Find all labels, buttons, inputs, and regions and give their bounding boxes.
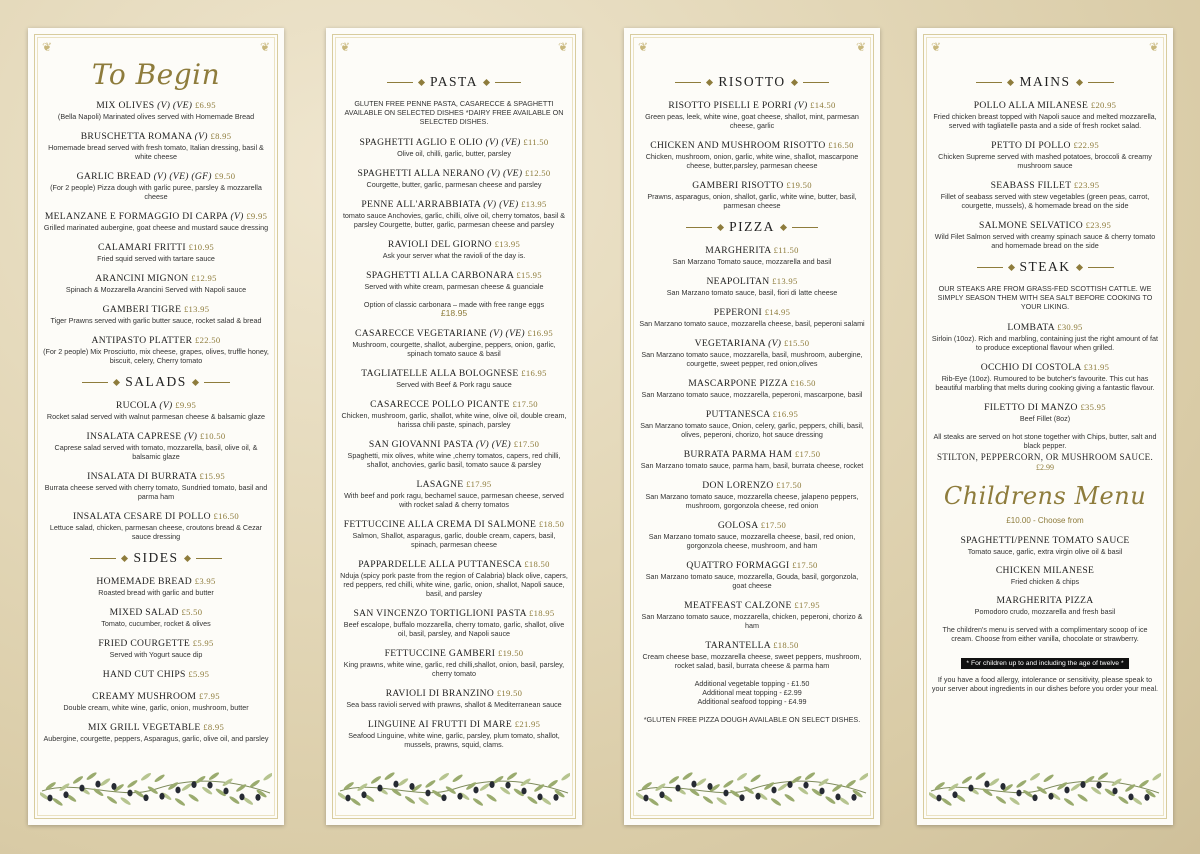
menu-item-price: £17.95 — [466, 479, 492, 489]
menu-item-description: Tomato sauce, garlic, extra virgin olive oil & basil — [967, 547, 1123, 556]
menu-item — [340, 167, 568, 189]
corner-ornament-icon: ❦ — [637, 40, 649, 54]
menu-item — [638, 306, 866, 328]
menu-item-description: Beef Fillet (8oz) — [1019, 414, 1071, 423]
menu-item-name: SPAGHETTI/PENNE TOMATO SAUCE — [960, 535, 1130, 546]
section-heading-pasta: PASTA — [340, 74, 568, 90]
menu-item — [638, 559, 866, 590]
menu-item-name: LINGUINE AI FRUTTI DI MARE £21.95 — [367, 719, 541, 730]
menu-item-name: INSALATA CAPRESE (V) £10.50 — [86, 431, 226, 442]
risotto-list — [638, 99, 866, 210]
menu-item — [931, 595, 1159, 616]
menu-item-price: £23.95 — [1073, 180, 1100, 190]
menu-item-description: Cream cheese base, mozzarella cheese, sweet peppers, mushroom, rocket salad, basil, burrata cheese & parma ham — [642, 652, 862, 670]
menu-item — [931, 139, 1159, 170]
menu-item — [42, 303, 270, 325]
pizza-list — [638, 244, 866, 670]
menu-item-price: £30.95 — [1057, 322, 1083, 332]
sides-list — [42, 575, 270, 743]
menu-panel-starters — [28, 28, 284, 825]
menu-item-name: SEABASS FILLET £23.95 — [990, 180, 1100, 191]
menu-item-name: MELANZANE E FORMAGGIO DI CARPA (V) £9.95 — [44, 211, 268, 222]
menu-item-description: San Marzano tomato sauce, mozzarella cheese, jalapeno peppers, mushroom, gorgonzola cheese, red onion — [645, 492, 859, 510]
menu-item-name: QUATTRO FORMAGGI £17.50 — [686, 560, 818, 571]
menu-item-description: With beef and pork ragu, bechamel sauce, parmesan cheese, served with rocket salad & cherry tomatos — [344, 491, 564, 509]
menu-item-name: NEAPOLITAN £13.95 — [706, 276, 798, 287]
menu-item — [42, 241, 270, 263]
menu-item — [638, 599, 866, 630]
salads-list — [42, 399, 270, 541]
menu-item-price: £19.50 — [497, 648, 524, 658]
menu-item-description: Chicken, mushroom, onion, garlic, white wine, shallot, mascarpone cheese, butter,parsley, parmesan cheese — [645, 152, 859, 170]
menu-item-name: INSALATA DI BURRATA £15.95 — [87, 471, 225, 482]
menu-item-description: (For 2 people) Pizza dough with garlic puree, parsley & mozzarella cheese — [50, 183, 262, 201]
menu-item-price: £18.95 — [529, 608, 555, 618]
menu-item-price: £16.95 — [772, 409, 799, 419]
menu-item-name: BRUSCHETTA ROMANA (V) £8.95 — [80, 131, 232, 142]
menu-item — [42, 510, 270, 541]
menu-item — [340, 687, 568, 709]
menu-item-name: MEATFEAST CALZONE £17.95 — [684, 600, 820, 611]
menu-item-name: FETTUCCINE ALLA CREMA DI SALMONE £18.50 — [343, 519, 565, 530]
menu-item-name: MIX OLIVES (V) (VE) £6.95 — [96, 100, 216, 111]
menu-item-name: FILETTO DI MANZO £35.95 — [984, 402, 1106, 413]
menu-item-name: CALAMARI FRITTI £10.95 — [97, 242, 215, 253]
menu-item-name: CASARECCE POLLO PICANTE £17.50 — [370, 399, 538, 410]
section-heading-mains: MAINS — [931, 74, 1159, 90]
menu-item-description: San Marzano tomato sauce, Onion, celery, garlic, peppers, chilli, basil, olives, peperoni, chorizo, hot sauce dressing — [640, 421, 864, 439]
menu-item-name: OCCHIO DI COSTOLA £31.95 — [980, 362, 1110, 373]
menu-item-price: £17.50 — [513, 439, 540, 449]
menu-item-name: CASARECCE VEGETARIANE (V) (VE) £16.95 — [355, 328, 553, 339]
menu-item-price: £17.50 — [760, 520, 787, 530]
menu-item-description: San Marzano tomato sauce, mozzarella, chicken, peperoni, chorizo & ham — [641, 612, 863, 630]
menu-item-price: £9.95 — [175, 400, 197, 410]
menu-item-description: Homemade bread served with fresh tomato, Italian dressing, basil & white cheese — [48, 143, 264, 161]
menu-item — [638, 337, 866, 368]
menu-item-name: BURRATA PARMA HAM £17.50 — [683, 449, 821, 460]
section-heading-sides: SIDES — [42, 550, 270, 566]
menu-item-description: Served with white cream, parmesan cheese & guanciale — [364, 282, 544, 291]
menu-item — [340, 198, 568, 229]
menu-item-price: £18.50 — [538, 519, 565, 529]
menu-item-name: GARLIC BREAD (V) (VE) (GF) £9.50 — [76, 171, 236, 182]
menu-item — [42, 668, 270, 681]
menu-item-name: CHICKEN AND MUSHROOM RISOTTO £16.50 — [650, 140, 854, 151]
menu-item — [638, 639, 866, 670]
menu-item — [340, 327, 568, 358]
menu-item-price: £16.95 — [527, 328, 553, 338]
menu-item-description: tomato sauce Anchovies, garlic, chilli, olive oil, cherry tomatos, basil & parsley Courgette, butter, garlic, parmesan cheese and parsley — [342, 211, 566, 229]
menu-item-price: £11.50 — [773, 245, 799, 255]
childrens-ice-cream-note: The children's menu is served with a complimentary scoop of ice cream. Choose from either vanilla, chocolate or strawberry. — [942, 625, 1148, 643]
menu-item-description: Mushroom, courgette, shallot, aubergine, peppers, onion, garlic, spinach tomato sauce & basil — [352, 340, 556, 358]
menu-item — [638, 408, 866, 439]
menu-item-name: CHICKEN MILANESE — [995, 565, 1095, 576]
starters-list — [42, 99, 270, 365]
dietary-tags: (V) — [230, 211, 244, 222]
menu-item — [638, 99, 866, 130]
menu-item-price: £11.50 — [523, 137, 549, 147]
menu-item — [340, 647, 568, 678]
menu-item — [638, 244, 866, 266]
menu-item-description: Fried squid served with tartare sauce — [97, 254, 215, 263]
menu-item — [931, 219, 1159, 250]
menu-item-description: Prawns, asparagus, onion, shallot, garlic, white wine, butter, basil, parmesan cheese — [647, 192, 857, 210]
menu-item-name: TARANTELLA £18.50 — [705, 640, 799, 651]
steaks-list — [931, 321, 1159, 423]
section-title-childrens-menu: Childrens Menu — [943, 482, 1147, 510]
menu-item-price: £5.95 — [188, 669, 210, 679]
menu-item-description: King prawns, white wine, garlic, red chilli,shallot, onion, basil, parsley, cherry tomato — [343, 660, 565, 678]
menu-item-description: Aubergine, courgette, peppers, Asparagus, garlic, olive oil, and parsley — [43, 734, 269, 743]
menu-item-price: £22.50 — [195, 335, 221, 345]
menu-item-name: PEPERONI £14.95 — [713, 307, 791, 318]
menu-item-description: (Bella Napoli) Marinated olives served with Homemade Bread — [57, 112, 255, 121]
menu-item-description: San Marzano tomato sauce, basil, fiori di latte cheese — [666, 288, 838, 297]
menu-item-price: £9.95 — [246, 211, 268, 221]
menu-item-price: £15.50 — [783, 338, 810, 348]
menu-item-name: ANTIPASTO PLATTER £22.50 — [91, 335, 221, 346]
menu-item — [42, 606, 270, 628]
menu-item — [931, 361, 1159, 392]
menu-item-price: £7.95 — [198, 691, 220, 701]
section-heading-risotto: RISOTTO — [638, 74, 866, 90]
olive-branch-garland-icon — [929, 761, 1161, 809]
menu-item — [638, 377, 866, 399]
menu-item-price: £15.95 — [199, 471, 225, 481]
menu-item-name: MARGHERITA £11.50 — [705, 245, 799, 256]
section-heading-pizza: PIZZA — [638, 219, 866, 235]
menu-item-price: £16.50 — [828, 140, 854, 150]
menu-item-description: San Marzano tomato sauce, mozzarella, Gouda, basil, gorgonzola, goat cheese — [645, 572, 859, 590]
menu-item-description: Salmon, Shallot, asparagus, garlic, double cream, capers, basil, spinach, parmesan cheese — [352, 531, 556, 549]
menu-item-description: Rocket salad served with walnut parmesan cheese & balsamic glaze — [46, 412, 266, 421]
menu-item-name: MARGHERITA PIZZA — [996, 595, 1094, 606]
menu-item-name: PENNE ALL'ARRABBIATA (V) (VE) £13.95 — [361, 199, 547, 210]
menu-item — [42, 170, 270, 201]
menu-item-description: Fillet of seabass served with stew vegetables (green peas, carrot, courgette, mussels), & homemade bread on the side — [940, 192, 1150, 210]
menu-item-name: POLLO ALLA MILANESE £20.95 — [973, 100, 1117, 111]
menu-item-name: INSALATA CESARE DI POLLO £16.50 — [73, 511, 239, 522]
menu-item-description: Chicken Supreme served with mashed potatoes, broccoli & creamy mushroom sauce — [938, 152, 1152, 170]
menu-item-name: SAN GIOVANNI PASTA (V) (VE) £17.50 — [368, 439, 540, 450]
menu-item-description: San Marzano Tomato sauce, mozzarella and basil — [672, 257, 832, 266]
corner-ornament-icon: ❦ — [259, 40, 271, 54]
menu-item — [638, 275, 866, 297]
menu-item-description: Seafood Linguine, white wine, garlic, parsley, plum tomato, shallot, mussels, prawns, squid, clams. — [348, 731, 560, 749]
menu-item-description: San Marzano tomato sauce, mozzarella cheese, basil, red onion, gorgonzola cheese, mushroom, and ham — [648, 532, 856, 550]
menu-item-description: Tomato, cucumber, rocket & olives — [101, 619, 211, 628]
menu-item — [42, 690, 270, 712]
menu-item-price: £17.50 — [792, 560, 818, 570]
dietary-tags: (V) — [184, 431, 198, 442]
menu-item — [42, 430, 270, 461]
dietary-tags: (V) (VE) — [475, 439, 512, 450]
dietary-tags: (V) — [159, 400, 173, 411]
menu-item-description: Tiger Prawns served with garlic butter sauce, rocket salad & bread — [50, 316, 262, 325]
menu-panel-pasta — [326, 28, 582, 825]
toppings-note: Additional vegetable topping - £1.50 Additional meat topping - £2.99 Additional seafood topping - £4.99 — [694, 679, 810, 706]
menu-item-price: £9.50 — [214, 171, 236, 181]
section-heading-salads: SALADS — [42, 374, 270, 390]
menu-item-name: LASAGNE £17.95 — [416, 479, 492, 490]
menu-item-price: £8.95 — [203, 722, 225, 732]
menu-item-name: SPAGHETTI ALLA NERANO (V) (VE) £12.50 — [357, 168, 551, 179]
menu-item-price: £17.50 — [794, 449, 821, 459]
carbonara-option-note: Option of classic carbonara – made with free range eggs £18.95 — [363, 300, 545, 318]
menu-item-description: Ask your server what the ravioli of the day is. — [382, 251, 526, 260]
menu-item-description: Spaghetti, mix olives, white wine ,cherry tomatos, capers, red chilli, shallot, anchovies, garlic basil, tomato sauce & parsley — [347, 451, 561, 469]
olive-branch-garland-icon — [636, 761, 868, 809]
menu-item-price: £18.50 — [524, 559, 550, 569]
section-heading-steak: STEAK — [931, 259, 1159, 275]
menu-item-name: LOMBATA £30.95 — [1007, 322, 1083, 333]
menu-panel-mains — [917, 28, 1173, 825]
menu-item — [42, 99, 270, 121]
dietary-tags: (V) (VE) — [489, 328, 525, 339]
menu-item-name: DON LORENZO £17.50 — [702, 480, 802, 491]
menu-item-description: Roasted bread with garlic and butter — [98, 588, 214, 597]
pasta-intro-note: GLUTEN FREE PENNE PASTA, CASARECCE & SPAGHETTI AVAILABLE ON SELECTED DISHES *DAIRY FREE AVAILABLE ON SELECTED DISHES. — [344, 99, 564, 126]
menu-item — [931, 535, 1159, 556]
olive-branch-garland-icon — [40, 761, 272, 809]
menu-item-description: Nduja (spicy pork paste from the region of Calabria) black olive, capers, red peppers, red chilli, white wine, garlic, onion, shallot, Napoli sauce, basil, and parsley — [340, 571, 568, 598]
menu-item — [340, 558, 568, 598]
dietary-tags: (V) (VE) — [157, 100, 193, 111]
menu-item — [638, 139, 866, 170]
mains-list — [931, 99, 1159, 250]
menu-item — [42, 721, 270, 743]
menu-item — [340, 438, 568, 469]
menu-item-price: £21.95 — [514, 719, 541, 729]
menu-item-price: £17.50 — [512, 399, 538, 409]
menu-item-name: SPAGHETTI AGLIO E OLIO (V) (VE) £11.50 — [359, 137, 549, 148]
menu-item-description: Rib-Eye (10oz). Rumoured to be butcher's favourite. This cut has beautiful marbling that melts during cooking giving a fantastic flavour. — [935, 374, 1155, 392]
menu-item — [638, 448, 866, 470]
menu-item-price: £15.95 — [516, 270, 542, 280]
menu-item — [42, 130, 270, 161]
corner-ornament-icon: ❦ — [855, 40, 867, 54]
menu-item-description: San Marzano tomato sauce, mozzarella cheese, basil, peperoni salami — [639, 319, 865, 328]
menu-item-name: PETTO DI POLLO £22.95 — [991, 140, 1099, 151]
dietary-tags: (V) (VE) (GF) — [153, 171, 212, 182]
menu-item-price: £13.95 — [494, 239, 521, 249]
menu-panel-risotto-pizza — [624, 28, 880, 825]
menu-item-name: CREAMY MUSHROOM £7.95 — [92, 691, 220, 702]
menu-item-price: £6.95 — [194, 100, 216, 110]
menu-item-description: Lettuce salad, chicken, parmesan cheese, croutons bread & Cezar sauce dressing — [49, 523, 263, 541]
menu-item — [42, 575, 270, 597]
menu-item-description: San Marzano tomato sauce, parma ham, basil, burrata cheese, rocket — [640, 461, 864, 470]
dietary-tags: (V) — [794, 100, 808, 111]
menu-item-price: £8.95 — [210, 131, 232, 141]
menu-item-price: £17.50 — [776, 480, 802, 490]
menu-item-price: £12.50 — [525, 168, 551, 178]
menu-item — [42, 399, 270, 421]
menu-item-description: Sirloin (10oz). Rich and marbling, containing just the right amount of fat to produce exceptional flavour when grilled. — [931, 334, 1159, 352]
menu-item-description: Beef escalope, buffalo mozzarella, cherry tomato, garlic, shallot, olive oil, basil, parsley, and Napoli sauce — [343, 620, 565, 638]
childrens-menu-price: £10.00 - Choose from — [1006, 516, 1084, 525]
menu-item-name: GAMBERI TIGRE £13.95 — [102, 304, 210, 315]
menu-item — [340, 607, 568, 638]
menu-item-price: £19.50 — [786, 180, 812, 190]
menu-item-name: SPAGHETTI ALLA CARBONARA £15.95 — [366, 270, 542, 281]
menu-item-price: £3.95 — [194, 576, 216, 586]
menu-item-description: Spinach & Mozzarella Arancini Served with Napoli sauce — [65, 285, 247, 294]
dietary-tags: (V) — [768, 338, 782, 349]
menu-item-description: Burrata cheese served with cherry tomato, Sundried tomato, basil and parma ham — [44, 483, 268, 501]
menu-item-price: £20.95 — [1090, 100, 1117, 110]
menu-item-name: RAVIOLI DI BRANZINO £19.50 — [385, 688, 523, 699]
menu-item-description: Fried chicken breast topped with Napoli sauce and melted mozzarella, served with tagliatelle pasta and a side of fresh rocket salad. — [933, 112, 1157, 130]
menu-item-name: MASCARPONE PIZZA £16.50 — [688, 378, 816, 389]
menu-item-price: £10.50 — [200, 431, 226, 441]
menu-item — [340, 269, 568, 291]
menu-item-description: Pomodoro crudo, mozzarella and fresh basil — [974, 607, 1116, 616]
corner-ornament-icon: ❦ — [930, 40, 942, 54]
menu-item-price: £14.50 — [810, 100, 836, 110]
steak-sauces: STILTON, PEPPERCORN, OR MUSHROOM SAUCE. — [937, 452, 1153, 462]
menu-item-name: SALMONE SELVATICO £23.95 — [978, 220, 1112, 231]
childrens-list — [931, 535, 1159, 616]
menu-item-description: San Marzano tomato sauce, mozzarella, peperoni, mascarpone, basil — [641, 390, 863, 399]
menu-item — [340, 718, 568, 749]
dietary-tags: (V) (VE) — [487, 168, 523, 179]
menu-item-price: £23.95 — [1085, 220, 1112, 230]
dietary-tags: (V) — [194, 131, 208, 142]
menu-item-name: RUCOLA (V) £9.95 — [115, 400, 197, 411]
steak-sauce-price: £2.99 — [1036, 463, 1054, 472]
menu-item-description: Olive oil, chilli, garlic, butter, parsley — [397, 149, 511, 158]
menu-item-name: TAGLIATELLE ALLA BOLOGNESE £16.95 — [361, 368, 547, 379]
menu-item — [340, 136, 568, 158]
menu-item-price: £14.95 — [764, 307, 791, 317]
menu-item-price: £12.95 — [191, 273, 217, 283]
menu-item-name: FETTUCCINE GAMBERI £19.50 — [384, 648, 524, 659]
menu-item — [931, 401, 1159, 423]
menu-item-price: £16.95 — [521, 368, 547, 378]
menu-item-name: HOMEMADE BREAD £3.95 — [96, 576, 216, 587]
menu-item-price: £13.95 — [521, 199, 547, 209]
steak-serving-note: All steaks are served on hot stone together with Chips, butter, salt and black pepper. — [933, 432, 1157, 450]
olive-branch-garland-icon — [338, 761, 570, 809]
menu-item-name: FRIED COURGETTE £5.95 — [98, 638, 214, 649]
dietary-tags: (V) (VE) — [483, 199, 519, 210]
menu-item-price: £16.50 — [790, 378, 816, 388]
menu-item-price: £16.50 — [213, 511, 239, 521]
menu-item-description: San Marzano tomato sauce, mozzarella, basil, mushroom, aubergine, courgette, sweet pepper, red onion,olives — [641, 350, 863, 368]
menu-item-name: PUTTANESCA £16.95 — [705, 409, 799, 420]
menu-item — [340, 367, 568, 389]
steak-intro-note: OUR STEAKS ARE FROM GRASS-FED SCOTTISH CATTLE. WE SIMPLY SEASON THEM WITH SEA SALT BEFORE COOKING TO YOUR LIKING. — [937, 284, 1153, 311]
corner-ornament-icon: ❦ — [1148, 40, 1160, 54]
menu-item-description: Served with Yogurt sauce dip — [109, 650, 203, 659]
menu-item-price: £19.50 — [496, 688, 523, 698]
menu-item-description: Fried chicken & chips — [1010, 577, 1080, 586]
menu-item — [42, 470, 270, 501]
menu-item-description: Caprese salad served with tomato, mozzarella, basil, olive oil, & balsamic glaze — [54, 443, 258, 461]
childrens-age-banner: * For children up to and including the age of twelve * — [961, 658, 1128, 669]
menu-item-name: PAPPARDELLE ALLA PUTTANESCA £18.50 — [358, 559, 550, 570]
menu-item-name: RISOTTO PISELLI E PORRI (V) £14.50 — [668, 100, 836, 111]
menu-item-price: £18.50 — [773, 640, 799, 650]
menu-item — [638, 479, 866, 510]
menu-item — [931, 565, 1159, 586]
menu-item-name: SAN VINCENZO TORTIGLIONI PASTA £18.95 — [353, 608, 555, 619]
menu-item-description: Grilled marinated aubergine, goat cheese and mustard sauce dressing — [43, 223, 269, 232]
dietary-tags: (V) (VE) — [485, 137, 521, 148]
menu-item — [931, 179, 1159, 210]
menu-item-description: (For 2 people) Mix Prosciutto, mix cheese, grapes, olives, truffle honey, biscuit, celery, Cherry tomato — [43, 347, 269, 365]
menu-item-price: £5.95 — [192, 638, 214, 648]
menu-item-description: Chicken, mushroom, garlic, shallot, white wine, olive oil, double cream, harissa chili paste, spinach, parsley — [341, 411, 567, 429]
corner-ornament-icon: ❦ — [557, 40, 569, 54]
menu-item-description: Served with Beef & Pork ragu sauce — [396, 380, 512, 389]
menu-item-price: £5.50 — [181, 607, 203, 617]
allergy-note: If you have a food allergy, intolerance or sensitivity, please speak to your server about ingredients in our dishes before you order your meal. — [931, 675, 1159, 693]
menu-item — [340, 518, 568, 549]
menu-item — [42, 272, 270, 294]
menu-item-description: Double cream, white wine, garlic, onion, mushroom, butter — [63, 703, 249, 712]
menu-item — [638, 179, 866, 210]
menu-item-price: £35.95 — [1080, 402, 1106, 412]
menu-item — [340, 478, 568, 509]
menu-item-name: VEGETARIANA (V) £15.50 — [694, 338, 810, 349]
menu-item-name: MIXED SALAD £5.50 — [109, 607, 203, 618]
menu-item-name: HAND CUT CHIPS £5.95 — [102, 669, 210, 680]
menu-item-name: GOLOSA £17.50 — [717, 520, 787, 531]
corner-ornament-icon: ❦ — [339, 40, 351, 54]
menu-item-price: £10.95 — [188, 242, 215, 252]
menu-item-description: Courgette, butter, garlic, parmesan cheese and parsley — [366, 180, 542, 189]
menu-item — [931, 321, 1159, 352]
gluten-free-note: *GLUTEN FREE PIZZA DOUGH AVAILABLE ON SELECT DISHES. — [643, 715, 861, 724]
menu-item — [931, 99, 1159, 130]
menu-item-name: RAVIOLI DEL GIORNO £13.95 — [387, 239, 521, 250]
menu-item-description: Wild Filet Salmon served with creamy spinach sauce & cherry tomato and homemade bread on the side — [934, 232, 1156, 250]
menu-item-name: ARANCINI MIGNON £12.95 — [95, 273, 217, 284]
menu-item — [42, 334, 270, 365]
menu-item-description: Green peas, leek, white wine, goat cheese, shallot, mint, parmesan cheese, garlic — [645, 112, 859, 130]
menu-item — [638, 519, 866, 550]
menu-item-description: Sea bass ravioli served with prawns, shallot & Mediterranean sauce — [346, 700, 562, 709]
menu-item — [42, 210, 270, 232]
menu-item-price: £22.95 — [1073, 140, 1099, 150]
menu-item-price: £31.95 — [1083, 362, 1110, 372]
menu-item-name: MIX GRILL VEGETABLE £8.95 — [87, 722, 225, 733]
menu-item-price: £13.95 — [183, 304, 210, 314]
menu-item-price: £13.95 — [772, 276, 798, 286]
menu-item — [340, 398, 568, 429]
menu-item — [42, 637, 270, 659]
menu-item — [340, 238, 568, 260]
corner-ornament-icon: ❦ — [41, 40, 53, 54]
section-title-to-begin: To Begin — [91, 58, 221, 91]
menu-item-name: GAMBERI RISOTTO £19.50 — [692, 180, 812, 191]
pasta-list — [340, 136, 568, 749]
menu-item-price: £17.95 — [794, 600, 820, 610]
